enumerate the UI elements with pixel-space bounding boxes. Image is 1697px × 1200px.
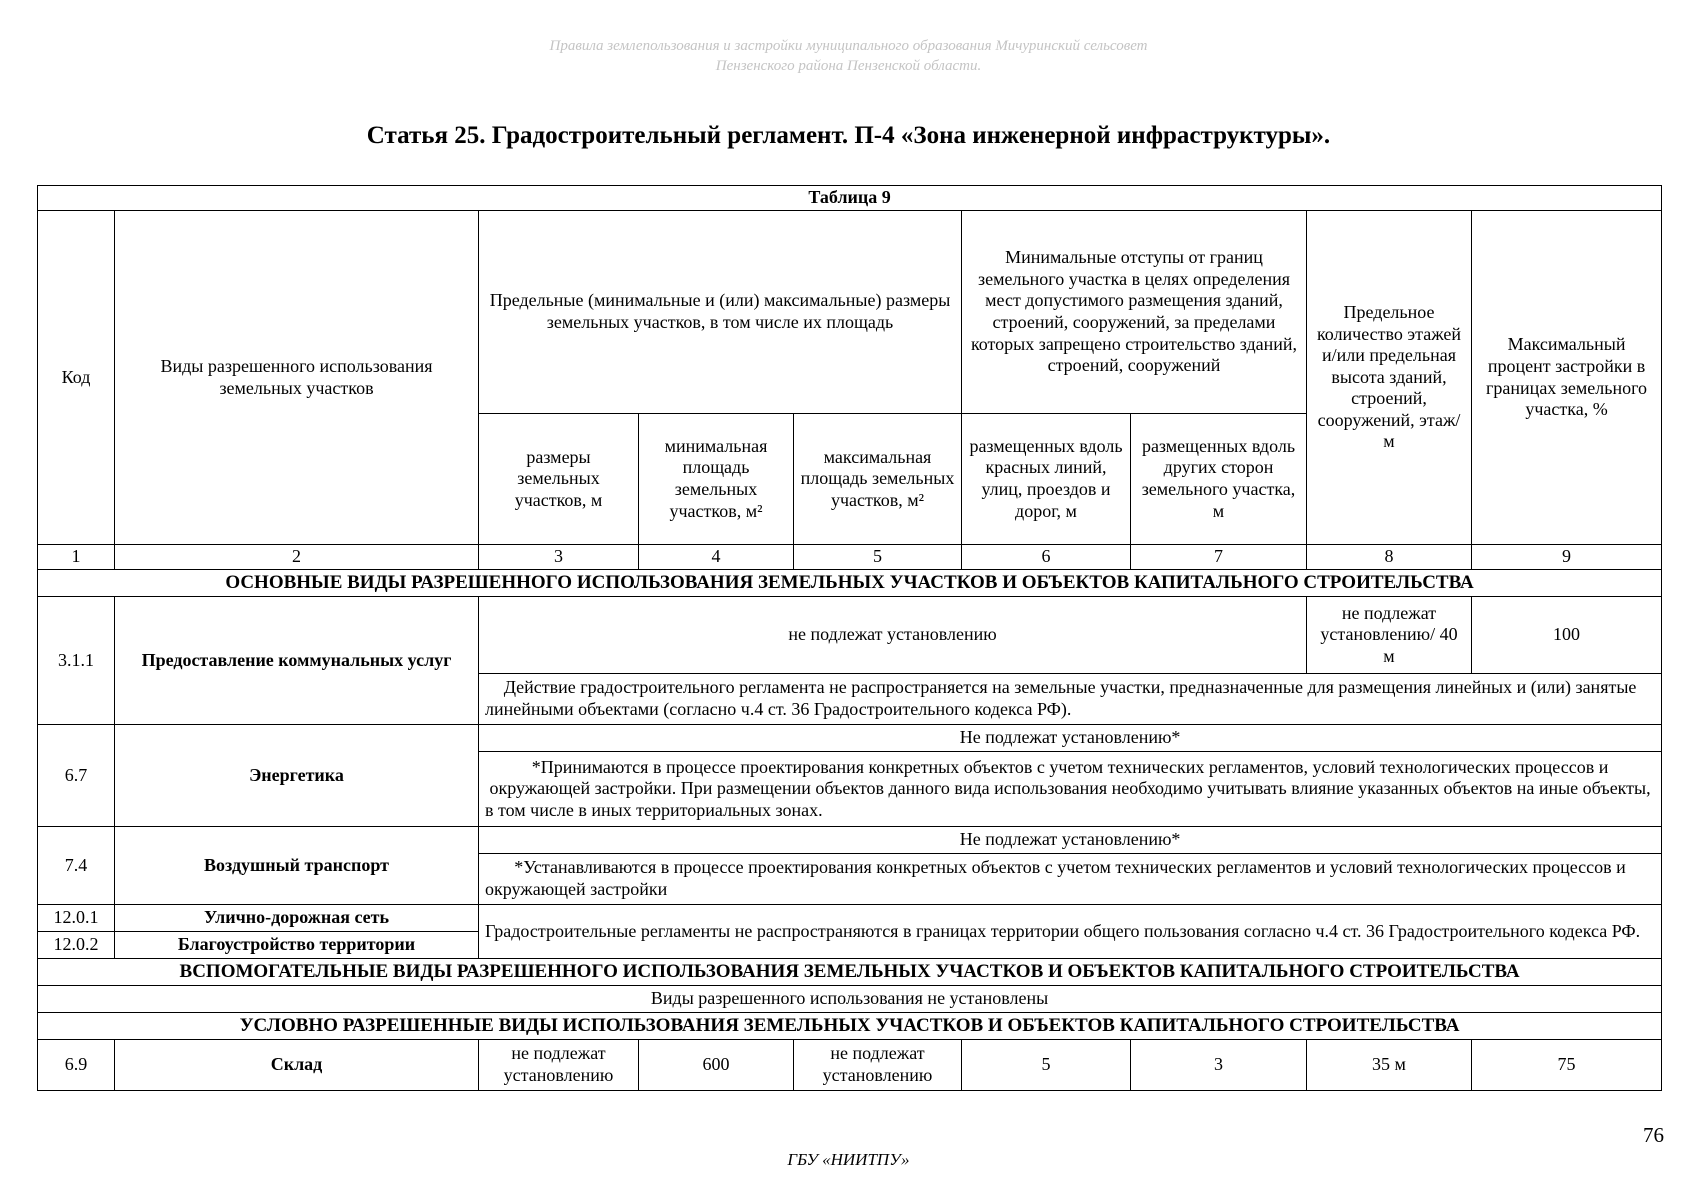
- row-code: 12.0.1: [38, 905, 115, 932]
- header-max-area: максимальная площадь земельных участков, м²: [794, 414, 962, 545]
- row-max-percent: 75: [1472, 1040, 1662, 1091]
- table-row: [38, 725, 1662, 752]
- table-number: Таблица 9: [38, 186, 1662, 211]
- row-code: 7.4: [38, 827, 115, 905]
- row-name: Энергетика: [115, 725, 479, 827]
- column-number: 1: [38, 545, 115, 570]
- column-number: 3: [479, 545, 639, 570]
- row-max-area: не подлежат установлению: [794, 1040, 962, 1091]
- section-conditional-uses: УСЛОВНО РАЗРЕШЕННЫЕ ВИДЫ ИСПОЛЬЗОВАНИЯ ЗЕМЕЛЬНЫХ УЧАСТКОВ И ОБЪЕКТОВ КАПИТАЛЬНОГО СТРОИТЕЛЬСТВА: [38, 1013, 1662, 1040]
- running-header: [0, 36, 1697, 76]
- header-min-area: минимальная площадь земельных участков, м²: [639, 414, 794, 545]
- row-code: 6.9: [38, 1040, 115, 1091]
- row-name: Благоустройство территории: [115, 932, 479, 959]
- column-number: 7: [1131, 545, 1307, 570]
- column-number: 5: [794, 545, 962, 570]
- row-not-set: Не подлежат установлению*: [479, 725, 1662, 752]
- page-number: 76: [1643, 1123, 1664, 1147]
- column-number: 2: [115, 545, 479, 570]
- row-name: Склад: [115, 1040, 479, 1091]
- auxiliary-note: Виды разрешенного использования не установлены: [38, 986, 1662, 1013]
- header-use-types: Виды разрешенного использования земельных участков: [115, 211, 479, 545]
- regulation-table: [37, 185, 1662, 1091]
- column-number: 4: [639, 545, 794, 570]
- row-note: *Принимаются в процессе проектирования конкретных объектов с учетом технических регламентов, условий технологических процессов и окружающей застройки. При размещении объектов данного вида использования необходимо учитывать влияние указанных объектов на иные объекты, в том числе в иных территориальных зонах.: [479, 752, 1662, 827]
- column-number: 6: [962, 545, 1131, 570]
- column-number: 8: [1307, 545, 1472, 570]
- row-min-area: 600: [639, 1040, 794, 1091]
- row-code: 3.1.1: [38, 597, 115, 725]
- page-footer: ГБУ «НИИТПУ»: [787, 1150, 910, 1169]
- running-header-line-1: Правила землепользования и застройки муниципального образования Мичуринский сельсовет: [549, 38, 1148, 54]
- row-floors: не подлежат установлению/ 40 м: [1307, 597, 1472, 674]
- header-code: Код: [38, 211, 115, 545]
- row-code: 6.7: [38, 725, 115, 827]
- column-numbers-row: [38, 545, 1662, 570]
- header-floors: Предельное количество этажей и/или предельная высота зданий, строений, сооружений, этаж/м: [1307, 211, 1472, 545]
- running-header-line-2: Пензенского района Пензенской области.: [715, 58, 982, 74]
- table-row: [38, 827, 1662, 854]
- table-row: [38, 1040, 1662, 1091]
- row-max-percent: 100: [1472, 597, 1662, 674]
- header-max-percent: Максимальный процент застройки в границах земельного участка, %: [1472, 211, 1662, 545]
- column-number: 9: [1472, 545, 1662, 570]
- row-sizes: не подлежат установлению: [479, 1040, 639, 1091]
- table-row: [38, 597, 1662, 674]
- row-floors: 35 м: [1307, 1040, 1472, 1091]
- header-limits: Предельные (минимальные и (или) максимальные) размеры земельных участков, в том числе их площадь: [479, 211, 962, 414]
- section-auxiliary-uses: ВСПОМОГАТЕЛЬНЫЕ ВИДЫ РАЗРЕШЕННОГО ИСПОЛЬЗОВАНИЯ ЗЕМЕЛЬНЫХ УЧАСТКОВ И ОБЪЕКТОВ КАПИТАЛЬНОГО СТРОИТЕЛЬСТВА: [38, 959, 1662, 986]
- header-sizes: размеры земельных участков, м: [479, 414, 639, 545]
- row-not-set: Не подлежат установлению*: [479, 827, 1662, 854]
- row-name: Предоставление коммунальных услуг: [115, 597, 479, 725]
- row-note: Действие градостроительного регламента не распространяется на земельные участки, предназначенные для размещения линейных и (или) занятые линейными объектами (согласно ч.4 ст. 36 Градостроительного кодекса РФ).: [479, 674, 1662, 725]
- row-code: 12.0.2: [38, 932, 115, 959]
- row-not-set: не подлежат установлению: [479, 597, 1307, 674]
- article-title: Статья 25. Градостроительный регламент. П-4 «Зона инженерной инфраструктуры».: [366, 122, 1331, 149]
- header-along-red-lines: размещенных вдоль красных линий, улиц, проездов и дорог, м: [962, 414, 1131, 545]
- row-along-red-lines: 5: [962, 1040, 1131, 1091]
- table-row: [38, 905, 1662, 932]
- row-note: Градостроительные регламенты не распространяются в границах территории общего пользования согласно ч.4 ст. 36 Градостроительного кодекса РФ.: [479, 905, 1662, 959]
- row-along-other-sides: 3: [1131, 1040, 1307, 1091]
- header-setbacks: Минимальные отступы от границ земельного участка в целях определения мест допустимого размещения зданий, строений, сооружений, за пределами которых запрещено строительство зданий, строений, сооружений: [962, 211, 1307, 414]
- section-main-uses: ОСНОВНЫЕ ВИДЫ РАЗРЕШЕННОГО ИСПОЛЬЗОВАНИЯ ЗЕМЕЛЬНЫХ УЧАСТКОВ И ОБЪЕКТОВ КАПИТАЛЬНОГО СТРОИТЕЛЬСТВА: [38, 570, 1662, 597]
- header-along-other-sides: размещенных вдоль других сторон земельного участка, м: [1131, 414, 1307, 545]
- row-name: Улично-дорожная сеть: [115, 905, 479, 932]
- row-note: *Устанавливаются в процессе проектирования конкретных объектов с учетом технических регламентов и условий технологических процессов и окружающей застройки: [479, 854, 1662, 905]
- row-name: Воздушный транспорт: [115, 827, 479, 905]
